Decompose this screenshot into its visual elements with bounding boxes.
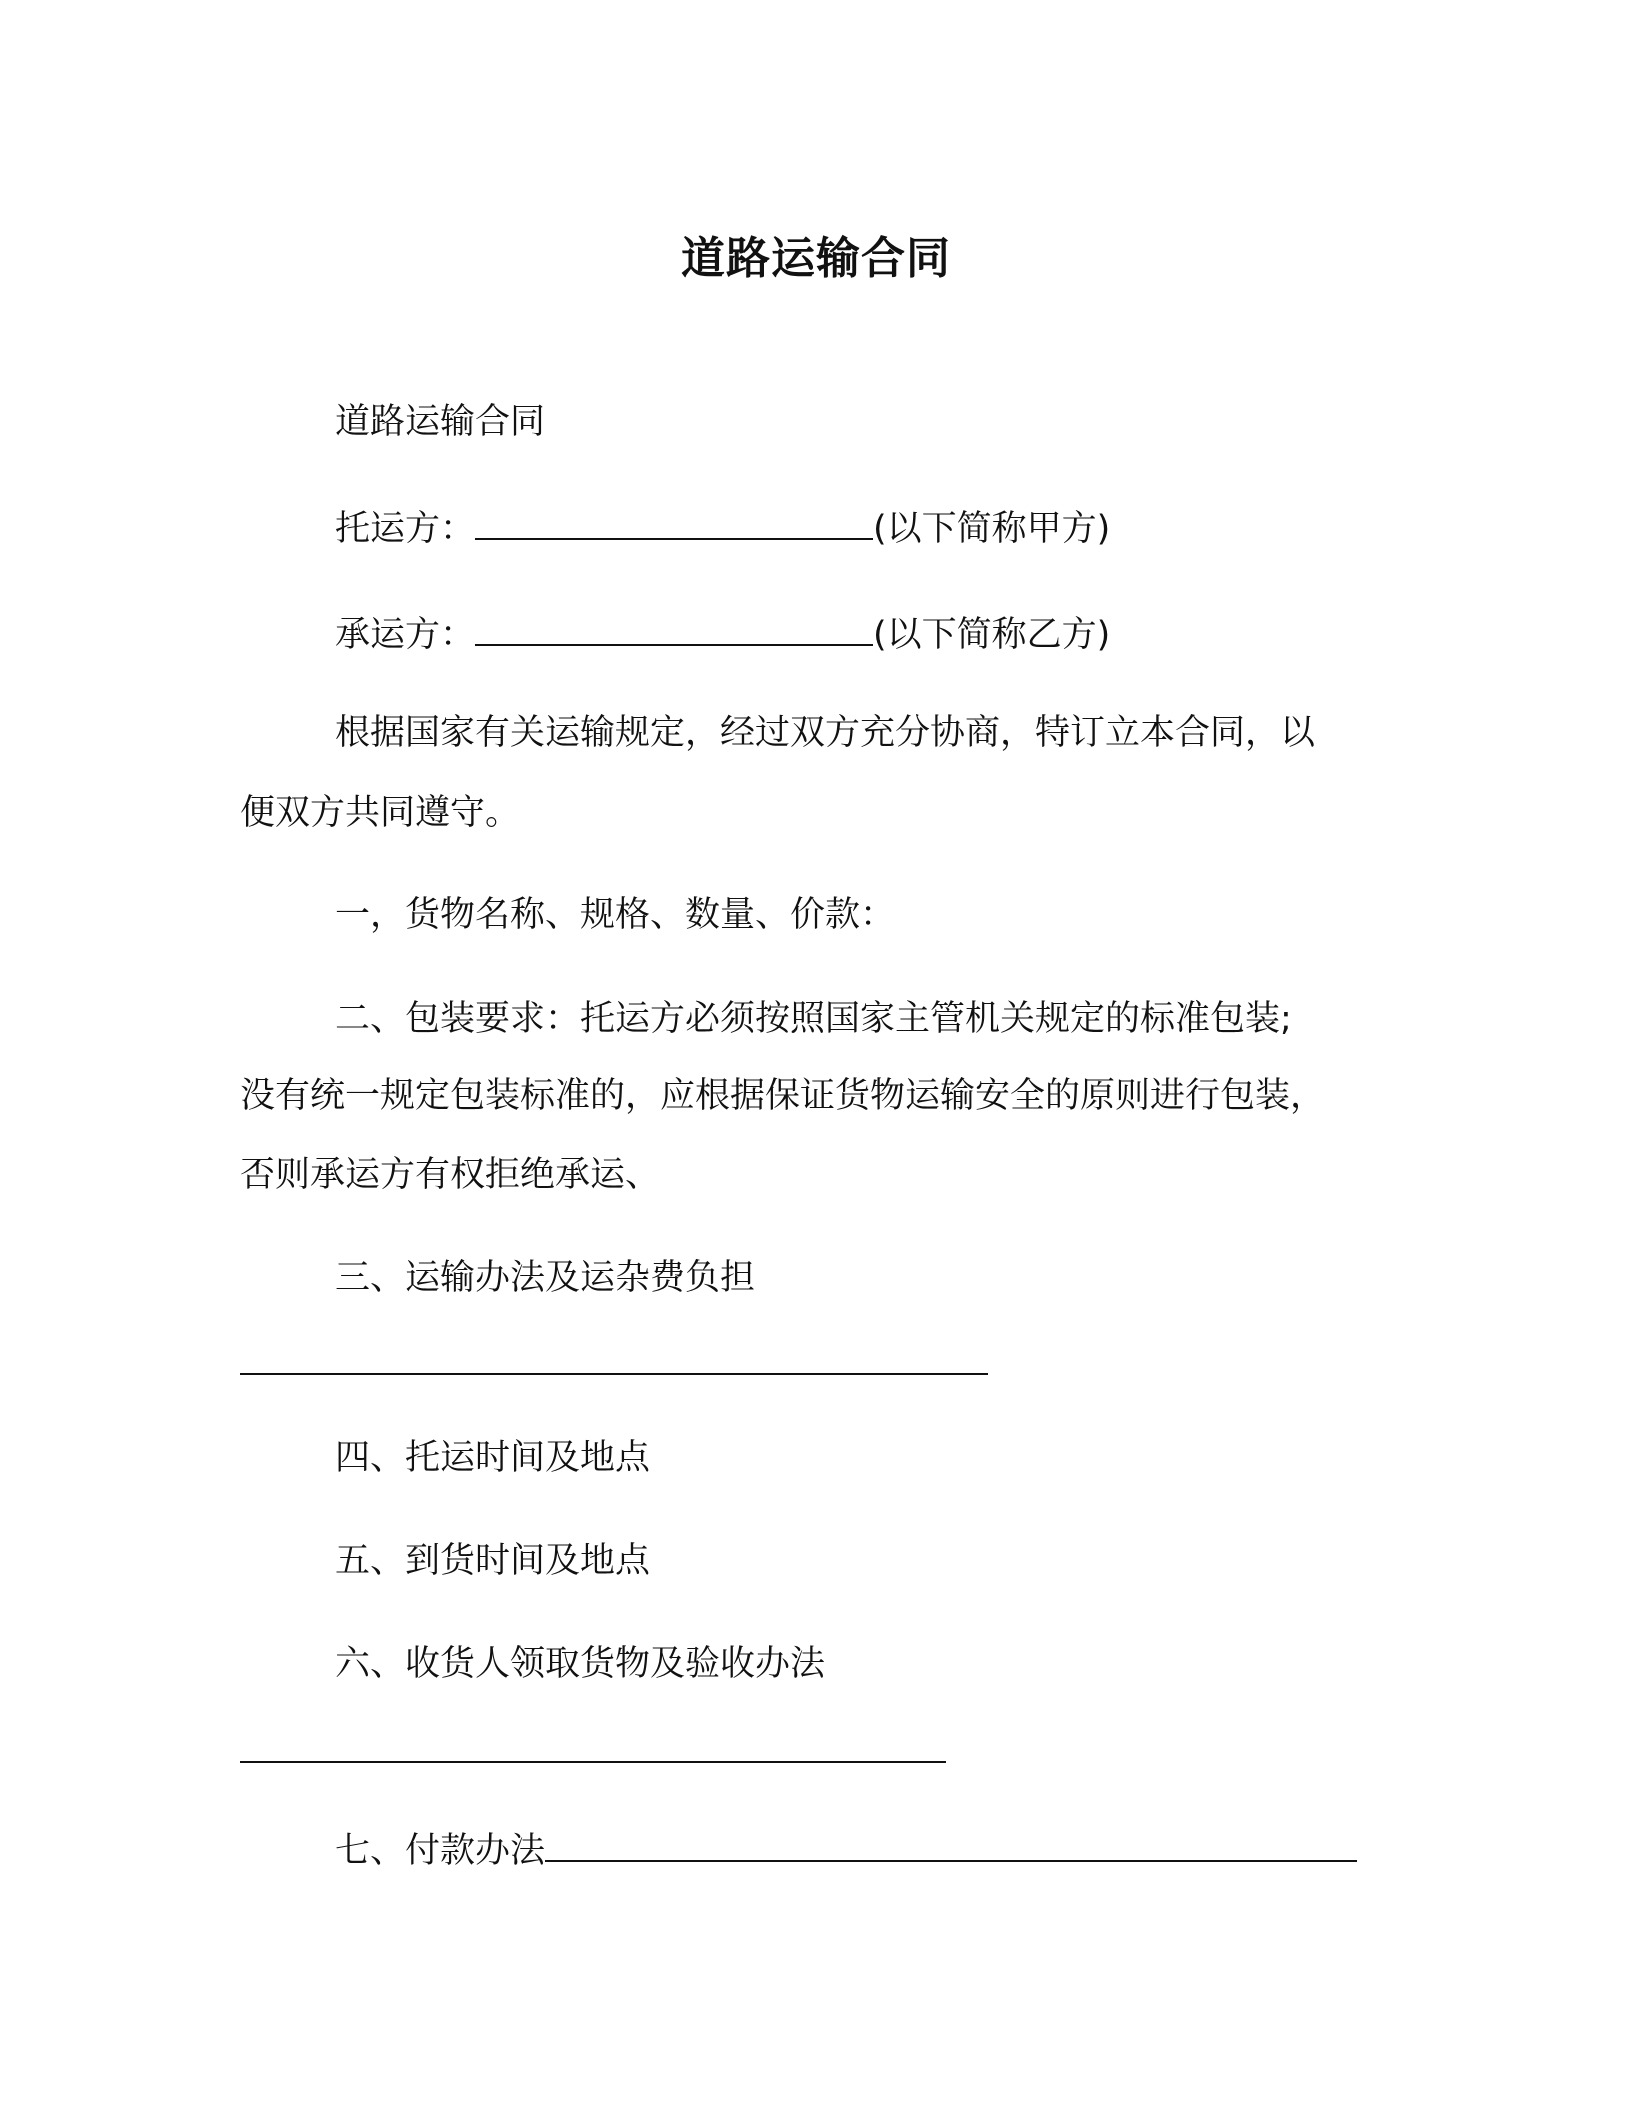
clause-2-line-1: 二、包装要求：托运方必须按照国家主管机关规定的标准包装; [335,999,1292,1039]
clause-7-line [335,1827,1357,1875]
document-heading: 道路运输合同 [335,402,546,442]
consignor-label: 托运方： [335,509,476,549]
clause-3: 三、运输办法及运杂费负担 [335,1258,756,1298]
clause-1: 一，货物名称、规格、数量、价款： [335,895,896,935]
clause-4: 四、托运时间及地点 [335,1438,651,1478]
carrier-line [335,611,1110,659]
clause-2-line-3: 否则承运方有权拒绝承运、 [240,1155,661,1195]
clause-5: 五、到货时间及地点 [335,1541,651,1581]
consignor-blank [475,508,873,540]
clause-6-blank-line [240,1761,946,1763]
carrier-blank [475,614,873,646]
consignor-line [335,505,1110,553]
carrier-label: 承运方： [335,615,476,655]
clause-7-blank [545,1830,1357,1862]
document-title: 道路运输合同 [681,233,951,284]
clause-6: 六、收货人领取货物及验收办法 [335,1644,826,1684]
consignor-suffix: (以下简称甲方) [873,509,1111,549]
clause-3-blank-line [240,1373,988,1375]
clause-2-line-2: 没有统一规定包装标准的，应根据保证货物运输安全的原则进行包装， [240,1076,1326,1116]
clause-7: 七、付款办法 [335,1831,546,1871]
carrier-suffix: (以下简称乙方) [873,615,1111,655]
preamble-line-1: 根据国家有关运输规定，经过双方充分协商，特订立本合同，以 [335,713,1316,753]
preamble-line-2: 便双方共同遵守。 [240,793,521,833]
